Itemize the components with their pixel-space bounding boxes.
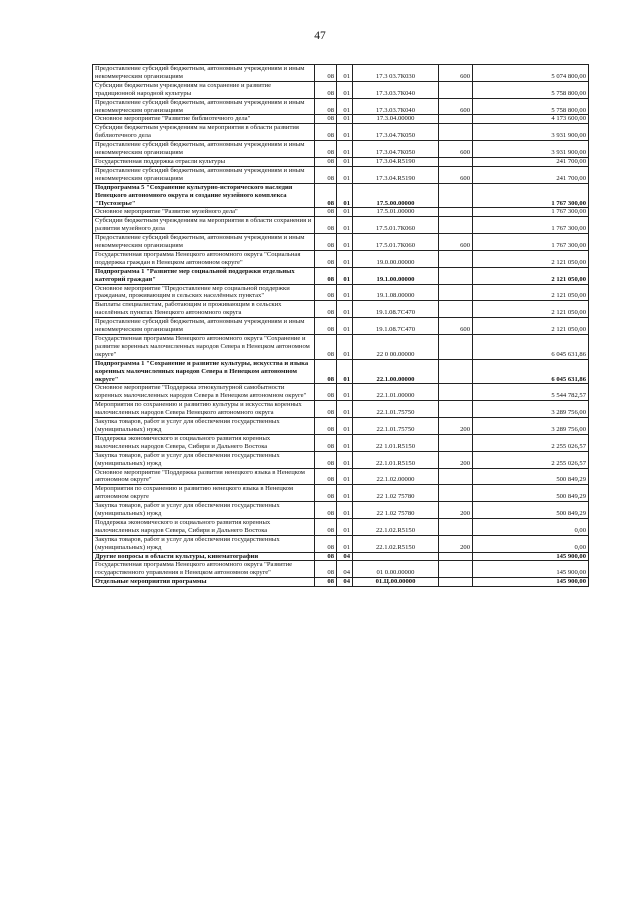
table-row — [93, 267, 589, 284]
name-cell: Предоставление субсидий бюджетным, автономным учреждениям и иным некоммерческим организациям — [93, 65, 315, 82]
target-article-cell: 22 0 00.00000 — [353, 335, 439, 360]
amount-cell: 1 767 300,00 — [473, 234, 589, 251]
table-row — [93, 451, 589, 468]
section-code-cell: 08 — [315, 217, 337, 234]
table-row — [93, 359, 589, 384]
target-article-cell: 17.3 03.7К030 — [353, 65, 439, 82]
expense-type-cell — [439, 217, 473, 234]
subsection-code-cell: 01 — [337, 518, 353, 535]
amount-cell: 500 849,29 — [473, 468, 589, 485]
expense-type-cell — [439, 115, 473, 124]
amount-cell: 2 121 050,00 — [473, 284, 589, 301]
section-code-cell: 08 — [315, 468, 337, 485]
target-article-cell: 22.1.02.R5150 — [353, 518, 439, 535]
table-row — [93, 401, 589, 418]
expense-type-cell: 200 — [439, 418, 473, 435]
section-code-cell: 08 — [315, 208, 337, 217]
subsection-code-cell: 01 — [337, 384, 353, 401]
section-code-cell: 08 — [315, 502, 337, 519]
section-code-cell: 08 — [315, 284, 337, 301]
subsection-code-cell: 01 — [337, 65, 353, 82]
name-cell: Основное мероприятие "Предоставление мер социальной поддержки гражданам, проживающим в сельских населённых пунктах" — [93, 284, 315, 301]
section-code-cell: 08 — [315, 418, 337, 435]
subsection-code-cell: 01 — [337, 301, 353, 318]
target-article-cell: 17.5.01.00000 — [353, 208, 439, 217]
amount-cell: 1 767 300,00 — [473, 217, 589, 234]
name-cell: Предоставление субсидий бюджетным, автономным учреждениям и иным некоммерческим организациям — [93, 141, 315, 158]
table-row — [93, 485, 589, 502]
subsection-code-cell: 01 — [337, 468, 353, 485]
expense-type-cell — [439, 434, 473, 451]
subsection-code-cell: 01 — [337, 183, 353, 208]
amount-cell: 0,00 — [473, 518, 589, 535]
section-code-cell: 08 — [315, 434, 337, 451]
amount-cell: 145 900,00 — [473, 561, 589, 578]
target-article-cell: 17.5.01.7К060 — [353, 217, 439, 234]
name-cell: Предоставление субсидий бюджетным, автономным учреждениям и иным некоммерческим организациям — [93, 234, 315, 251]
subsection-code-cell: 01 — [337, 535, 353, 552]
section-code-cell: 08 — [315, 384, 337, 401]
table-row — [93, 535, 589, 552]
target-article-cell: 17.3.04.R5190 — [353, 157, 439, 166]
section-code-cell: 08 — [315, 250, 337, 267]
expense-type-cell — [439, 124, 473, 141]
amount-cell: 6 045 631,86 — [473, 335, 589, 360]
subsection-code-cell: 01 — [337, 401, 353, 418]
target-article-cell: 19.1.08.7С470 — [353, 318, 439, 335]
section-code-cell: 08 — [315, 561, 337, 578]
subsection-code-cell: 01 — [337, 335, 353, 360]
target-article-cell: 22 1.01.R5150 — [353, 434, 439, 451]
section-code-cell: 08 — [315, 451, 337, 468]
target-article-cell: 22.1.01.75750 — [353, 401, 439, 418]
name-cell: Основное мероприятие "Развитие музейного дела" — [93, 208, 315, 217]
section-code-cell: 08 — [315, 578, 337, 587]
amount-cell: 5 544 782,57 — [473, 384, 589, 401]
name-cell: Закупка товаров, работ и услуг для обеспечения государственных (муниципальных) нужд — [93, 502, 315, 519]
expense-type-cell — [439, 518, 473, 535]
target-article-cell: 17.5.00.00000 — [353, 183, 439, 208]
target-article-cell: 22.1.02.00000 — [353, 468, 439, 485]
amount-cell: 6 045 631,86 — [473, 359, 589, 384]
table-row — [93, 141, 589, 158]
target-article-cell: 17.5.01.7К060 — [353, 234, 439, 251]
name-cell: Основное мероприятие "Поддержка этнокультурной самобытности коренных малочисленных народов Севера в Ненецком автономном округе" — [93, 384, 315, 401]
section-code-cell: 08 — [315, 267, 337, 284]
name-cell: Выплаты специалистам, работающим и проживающим в сельских населённых пунктах Ненецкого автономного округа — [93, 301, 315, 318]
table-row — [93, 166, 589, 183]
target-article-cell: 01 0.00.00000 — [353, 561, 439, 578]
expense-type-cell: 200 — [439, 451, 473, 468]
amount-cell: 5 758 800,00 — [473, 81, 589, 98]
name-cell: Субсидии бюджетным учреждениям на сохранение и развитие традиционной народной культуры — [93, 81, 315, 98]
table-row — [93, 284, 589, 301]
table-row — [93, 250, 589, 267]
name-cell: Отдельные мероприятия программы — [93, 578, 315, 587]
expense-type-cell — [439, 208, 473, 217]
table-row — [93, 301, 589, 318]
name-cell: Предоставление субсидий бюджетным, автономным учреждениям и иным некоммерческим организациям — [93, 318, 315, 335]
amount-cell: 500 849,29 — [473, 485, 589, 502]
section-code-cell: 08 — [315, 157, 337, 166]
expense-type-cell — [439, 384, 473, 401]
subsection-code-cell: 01 — [337, 485, 353, 502]
expense-type-cell — [439, 335, 473, 360]
table-row — [93, 418, 589, 435]
expense-type-cell: 600 — [439, 65, 473, 82]
name-cell: Государственная программа Ненецкого автономного округа "Развитие государственного управления в Ненецком автономном округе" — [93, 561, 315, 578]
table-row — [93, 65, 589, 82]
subsection-code-cell: 01 — [337, 166, 353, 183]
target-article-cell: 17.3.03.7К040 — [353, 81, 439, 98]
target-article-cell — [353, 552, 439, 561]
name-cell: Мероприятия по сохранению и развитию ненецкого языка в Ненецком автономном округе — [93, 485, 315, 502]
expense-type-cell — [439, 183, 473, 208]
subsection-code-cell: 01 — [337, 208, 353, 217]
subsection-code-cell: 01 — [337, 284, 353, 301]
target-article-cell: 17.3.04.7К050 — [353, 124, 439, 141]
name-cell: Подпрограмма 1 "Сохранение и развитие культуры, искусства и языка коренных малочисленных народов Севера в Ненецком автономном округе" — [93, 359, 315, 384]
budget-table — [92, 64, 589, 587]
target-article-cell: 22 1.02 75780 — [353, 502, 439, 519]
name-cell: Субсидии бюджетным учреждениям на мероприятия в области развития библиотечного дела — [93, 124, 315, 141]
table-row — [93, 561, 589, 578]
amount-cell: 241 700,00 — [473, 157, 589, 166]
page-number: 47 — [314, 30, 326, 42]
section-code-cell: 08 — [315, 318, 337, 335]
name-cell: Подпрограмма 5 "Сохранение культурно-исторического наследия Ненецкого автономного округа и создание музейного комплекса "Пустозерье" — [93, 183, 315, 208]
subsection-code-cell: 04 — [337, 561, 353, 578]
section-code-cell: 08 — [315, 359, 337, 384]
expense-type-cell — [439, 267, 473, 284]
subsection-code-cell: 01 — [337, 502, 353, 519]
amount-cell: 145 900,00 — [473, 552, 589, 561]
section-code-cell: 08 — [315, 115, 337, 124]
section-code-cell: 08 — [315, 166, 337, 183]
table-row — [93, 81, 589, 98]
amount-cell: 3 931 900,00 — [473, 124, 589, 141]
budget-table-body — [93, 65, 589, 587]
table-row — [93, 335, 589, 360]
name-cell: Государственная программа Ненецкого автономного округа "Сохранение и развитие коренных малочисленных народов Севера в Ненецком автономном округе" — [93, 335, 315, 360]
target-article-cell: 22.1.01.R5150 — [353, 451, 439, 468]
table-row — [93, 183, 589, 208]
subsection-code-cell: 04 — [337, 552, 353, 561]
table-row — [93, 98, 589, 115]
amount-cell: 1 767 300,00 — [473, 183, 589, 208]
expense-type-cell: 600 — [439, 166, 473, 183]
table-row — [93, 318, 589, 335]
name-cell: Основное мероприятие "Поддержка развития ненецкого языка в Ненецком автономном округе" — [93, 468, 315, 485]
amount-cell: 2 255 026,57 — [473, 434, 589, 451]
subsection-code-cell: 01 — [337, 217, 353, 234]
target-article-cell: 19.1.00.00000 — [353, 267, 439, 284]
table-row — [93, 124, 589, 141]
name-cell: Предоставление субсидий бюджетным, автономным учреждениям и иным некоммерческим организациям — [93, 166, 315, 183]
amount-cell: 4 173 600,00 — [473, 115, 589, 124]
table-row — [93, 468, 589, 485]
table-row — [93, 217, 589, 234]
subsection-code-cell: 01 — [337, 234, 353, 251]
name-cell: Поддержка экономического и социального развития коренных малочисленных народов Севера, Сибири и Дальнего Востока — [93, 518, 315, 535]
amount-cell: 145 900,00 — [473, 578, 589, 587]
expense-type-cell: 600 — [439, 98, 473, 115]
table-row — [93, 384, 589, 401]
section-code-cell: 08 — [315, 98, 337, 115]
expense-type-cell — [439, 485, 473, 502]
table-row — [93, 578, 589, 587]
subsection-code-cell: 01 — [337, 250, 353, 267]
expense-type-cell: 600 — [439, 234, 473, 251]
name-cell: Субсидии бюджетным учреждениям на мероприятия в области сохранения и развития музейного дела — [93, 217, 315, 234]
expense-type-cell — [439, 552, 473, 561]
subsection-code-cell: 01 — [337, 141, 353, 158]
expense-type-cell — [439, 157, 473, 166]
subsection-code-cell: 01 — [337, 434, 353, 451]
subsection-code-cell: 01 — [337, 115, 353, 124]
table-row — [93, 157, 589, 166]
amount-cell: 5 074 800,00 — [473, 65, 589, 82]
expense-type-cell — [439, 284, 473, 301]
table-row — [93, 234, 589, 251]
amount-cell: 3 289 756,00 — [473, 418, 589, 435]
subsection-code-cell: 01 — [337, 98, 353, 115]
table-row — [93, 115, 589, 124]
amount-cell: 5 758 800,00 — [473, 98, 589, 115]
target-article-cell: 01.Ц.00.00000 — [353, 578, 439, 587]
table-row — [93, 502, 589, 519]
section-code-cell: 08 — [315, 552, 337, 561]
amount-cell: 2 121 050,00 — [473, 301, 589, 318]
expense-type-cell — [439, 578, 473, 587]
subsection-code-cell: 01 — [337, 318, 353, 335]
amount-cell: 2 121 050,00 — [473, 267, 589, 284]
target-article-cell: 19.1.08.00000 — [353, 284, 439, 301]
amount-cell: 3 289 756,00 — [473, 401, 589, 418]
name-cell: Мероприятия по сохранению и развитию культуры и искусства коренных малочисленных народов Севера Ненецкого автономного округа — [93, 401, 315, 418]
name-cell: Закупка товаров, работ и услуг для обеспечения государственных (муниципальных) нужд — [93, 451, 315, 468]
expense-type-cell — [439, 359, 473, 384]
expense-type-cell — [439, 561, 473, 578]
section-code-cell: 08 — [315, 301, 337, 318]
subsection-code-cell: 01 — [337, 157, 353, 166]
subsection-code-cell: 04 — [337, 578, 353, 587]
subsection-code-cell: 01 — [337, 81, 353, 98]
section-code-cell: 08 — [315, 81, 337, 98]
target-article-cell: 22 1.02 75780 — [353, 485, 439, 502]
expense-type-cell — [439, 468, 473, 485]
expense-type-cell: 200 — [439, 502, 473, 519]
target-article-cell: 19.1.08.7С470 — [353, 301, 439, 318]
expense-type-cell — [439, 250, 473, 267]
name-cell: Государственная программа Ненецкого автономного округа "Социальная поддержка граждан в Ненецком автономном округе" — [93, 250, 315, 267]
amount-cell: 500 849,29 — [473, 502, 589, 519]
target-article-cell: 22.1.00.00000 — [353, 359, 439, 384]
name-cell: Поддержка экономического и социального развития коренных малочисленных народов Севера, Сибири и Дальнего Востока — [93, 434, 315, 451]
subsection-code-cell: 01 — [337, 267, 353, 284]
amount-cell: 241 700,00 — [473, 166, 589, 183]
table-row — [93, 518, 589, 535]
section-code-cell: 08 — [315, 65, 337, 82]
table-row — [93, 434, 589, 451]
amount-cell: 0,00 — [473, 535, 589, 552]
target-article-cell: 19.0.00.00000 — [353, 250, 439, 267]
target-article-cell: 22.1.01.75750 — [353, 418, 439, 435]
amount-cell: 2 121 050,00 — [473, 318, 589, 335]
target-article-cell: 17.3.03.7К040 — [353, 98, 439, 115]
name-cell: Подпрограмма 1 "Развитие мер социальной поддержки отдельных категорий граждан" — [93, 267, 315, 284]
section-code-cell: 08 — [315, 518, 337, 535]
section-code-cell: 08 — [315, 485, 337, 502]
table-row — [93, 208, 589, 217]
expense-type-cell — [439, 301, 473, 318]
section-code-cell: 08 — [315, 401, 337, 418]
name-cell: Закупка товаров, работ и услуг для обеспечения государственных (муниципальных) нужд — [93, 535, 315, 552]
subsection-code-cell: 01 — [337, 451, 353, 468]
target-article-cell: 17.3.04.7К050 — [353, 141, 439, 158]
amount-cell: 2 121 050,00 — [473, 250, 589, 267]
subsection-code-cell: 01 — [337, 359, 353, 384]
section-code-cell: 08 — [315, 124, 337, 141]
expense-type-cell — [439, 401, 473, 418]
expense-type-cell — [439, 81, 473, 98]
amount-cell: 1 767 300,00 — [473, 208, 589, 217]
section-code-cell: 08 — [315, 141, 337, 158]
amount-cell: 3 931 900,00 — [473, 141, 589, 158]
expense-type-cell: 200 — [439, 535, 473, 552]
subsection-code-cell: 01 — [337, 124, 353, 141]
section-code-cell: 08 — [315, 535, 337, 552]
target-article-cell: 17.3.04.00000 — [353, 115, 439, 124]
target-article-cell: 22.1.02.R5150 — [353, 535, 439, 552]
table-row — [93, 552, 589, 561]
section-code-cell: 08 — [315, 335, 337, 360]
expense-type-cell: 600 — [439, 141, 473, 158]
name-cell: Государственная поддержка отрасли культуры — [93, 157, 315, 166]
expense-type-cell: 600 — [439, 318, 473, 335]
target-article-cell: 17.3.04.R5190 — [353, 166, 439, 183]
target-article-cell: 22.1.01.00000 — [353, 384, 439, 401]
name-cell: Другие вопросы в области культуры, кинематографии — [93, 552, 315, 561]
subsection-code-cell: 01 — [337, 418, 353, 435]
section-code-cell: 08 — [315, 234, 337, 251]
amount-cell: 2 255 026,57 — [473, 451, 589, 468]
name-cell: Предоставление субсидий бюджетным, автономным учреждениям и иным некоммерческим организациям — [93, 98, 315, 115]
name-cell: Закупка товаров, работ и услуг для обеспечения государственных (муниципальных) нужд — [93, 418, 315, 435]
section-code-cell: 08 — [315, 183, 337, 208]
name-cell: Основное мероприятие "Развитие библиотечного дела" — [93, 115, 315, 124]
